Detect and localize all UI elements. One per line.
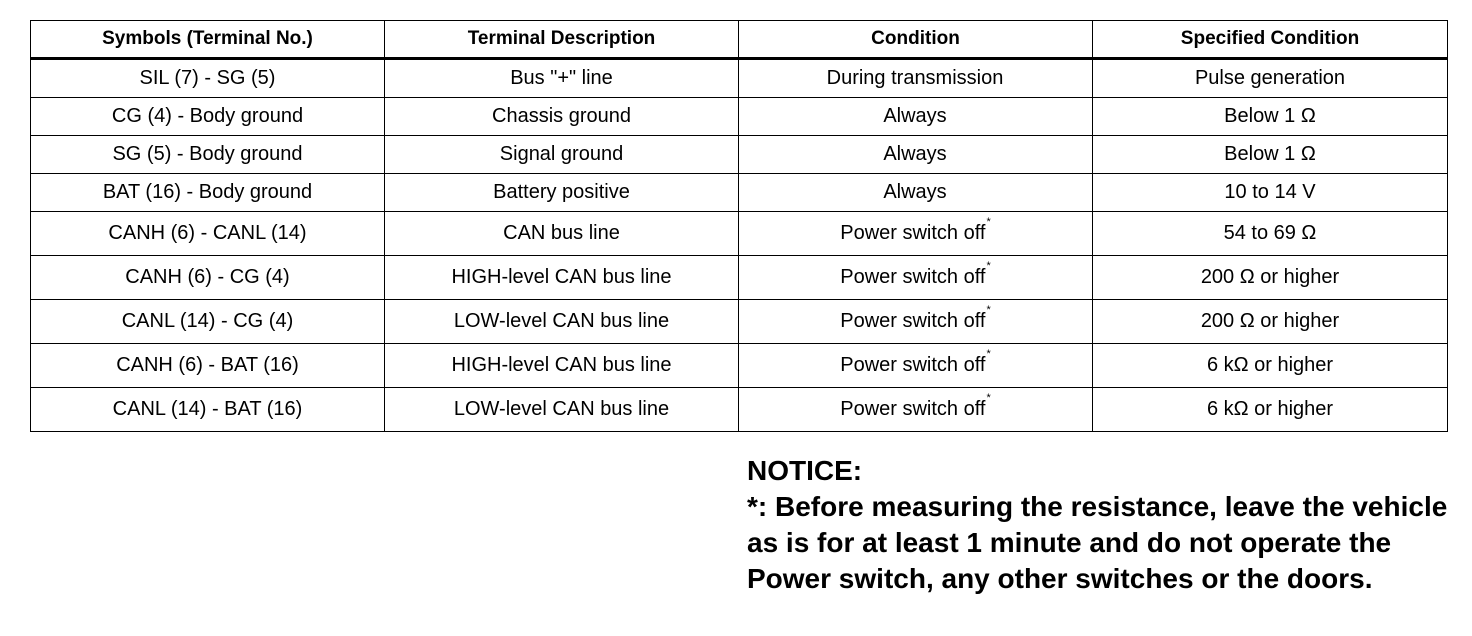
cell-condition: [739, 136, 1093, 174]
condition-text: Power switch off: [840, 266, 986, 288]
cell-specified-condition: Pulse generation: [1093, 59, 1448, 98]
cell-terminal: SG (5) - Body ground: [31, 136, 385, 174]
condition-text: Power switch off: [840, 310, 986, 332]
cell-specified-condition: 6 kΩ or higher: [1093, 388, 1448, 432]
footnote-mark: *: [986, 260, 991, 272]
cell-condition: [739, 300, 1093, 344]
cell-condition: [739, 388, 1093, 432]
condition-text: During transmission: [826, 67, 1004, 89]
cell-terminal: CANH (6) - CG (4): [31, 256, 385, 300]
cell-description: CAN bus line: [385, 212, 739, 256]
condition-text: Power switch off: [840, 222, 986, 244]
table-row: [31, 212, 1448, 256]
table-row: [31, 174, 1448, 212]
condition-text: Always: [883, 181, 947, 203]
condition-text: Power switch off: [840, 354, 986, 376]
footnote-mark: *: [986, 348, 991, 360]
condition-text: Always: [883, 105, 947, 127]
table-row: [31, 256, 1448, 300]
cell-description: Battery positive: [385, 174, 739, 212]
cell-condition: [739, 174, 1093, 212]
header-description: Terminal Description: [385, 21, 739, 59]
notice-text: *: Before measuring the resistance, leave the vehicle as is for at least 1 minute and do not operate the Power switch, any other switches or the doors.: [747, 491, 1448, 594]
footnote-mark: *: [986, 304, 991, 316]
cell-condition: [739, 59, 1093, 98]
terminal-spec-table: [30, 20, 1448, 432]
cell-specified-condition: 6 kΩ or higher: [1093, 344, 1448, 388]
cell-terminal: CANH (6) - BAT (16): [31, 344, 385, 388]
cell-condition: [739, 212, 1093, 256]
cell-specified-condition: Below 1 Ω: [1093, 136, 1448, 174]
cell-terminal: CANL (14) - CG (4): [31, 300, 385, 344]
footnote-mark: *: [986, 392, 991, 404]
table-row: [31, 388, 1448, 432]
cell-description: HIGH-level CAN bus line: [385, 256, 739, 300]
table-row: [31, 344, 1448, 388]
cell-specified-condition: 200 Ω or higher: [1093, 256, 1448, 300]
cell-terminal: SIL (7) - SG (5): [31, 59, 385, 98]
cell-description: Chassis ground: [385, 98, 739, 136]
condition-text: Power switch off: [840, 398, 986, 420]
cell-terminal: CANL (14) - BAT (16): [31, 388, 385, 432]
cell-specified-condition: 10 to 14 V: [1093, 174, 1448, 212]
notice-box: [747, 453, 1462, 597]
cell-specified-condition: Below 1 Ω: [1093, 98, 1448, 136]
cell-description: LOW-level CAN bus line: [385, 388, 739, 432]
cell-description: LOW-level CAN bus line: [385, 300, 739, 344]
cell-condition: [739, 98, 1093, 136]
cell-condition: [739, 344, 1093, 388]
footnote-mark: *: [986, 216, 991, 228]
table-row: [31, 136, 1448, 174]
notice-title: NOTICE:: [747, 455, 863, 486]
table-row: [31, 59, 1448, 98]
cell-description: Bus "+" line: [385, 59, 739, 98]
condition-text: Always: [883, 143, 947, 165]
cell-condition: [739, 256, 1093, 300]
cell-description: HIGH-level CAN bus line: [385, 344, 739, 388]
table-row: [31, 98, 1448, 136]
header-condition: Condition: [739, 21, 1093, 59]
cell-specified-condition: 200 Ω or higher: [1093, 300, 1448, 344]
table-header-row: [31, 21, 1448, 59]
cell-terminal: CG (4) - Body ground: [31, 98, 385, 136]
table-row: [31, 300, 1448, 344]
cell-terminal: BAT (16) - Body ground: [31, 174, 385, 212]
header-terminal: Symbols (Terminal No.): [31, 21, 385, 59]
cell-description: Signal ground: [385, 136, 739, 174]
header-specified-condition: Specified Condition: [1093, 21, 1448, 59]
cell-terminal: CANH (6) - CANL (14): [31, 212, 385, 256]
cell-specified-condition: 54 to 69 Ω: [1093, 212, 1448, 256]
